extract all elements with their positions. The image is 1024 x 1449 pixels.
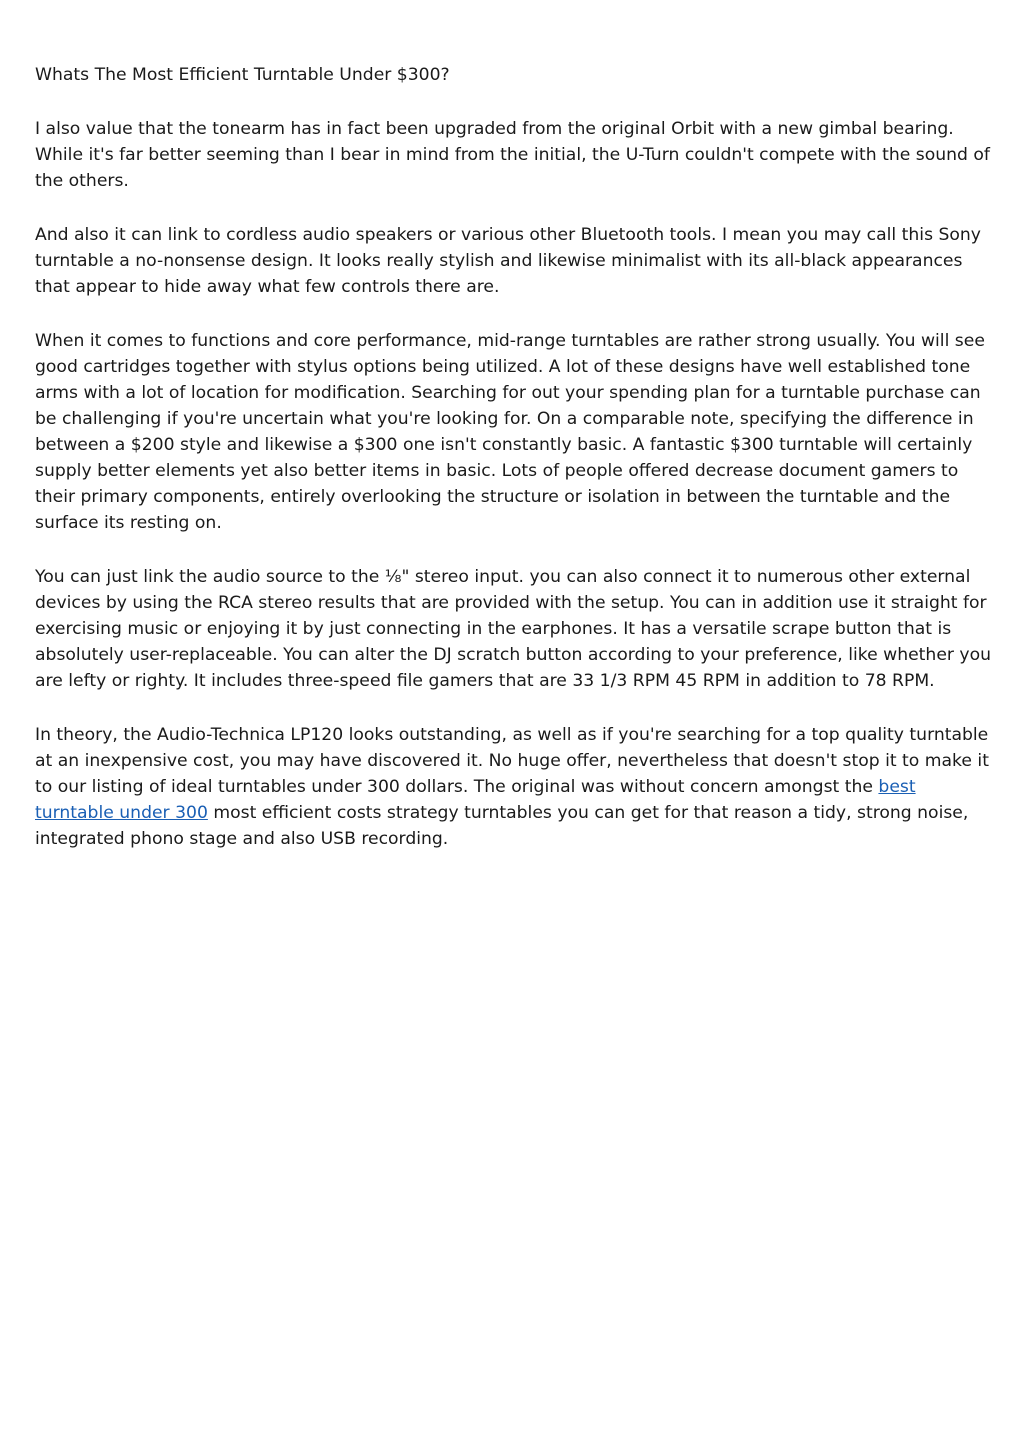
paragraph-2: And also it can link to cordless audio speakers or various other Bluetooth tools. I mean you may call this Sony turntable a no-nonsense design. It looks really stylish and likewise minimalist with its all-black appearances that appear to hide away what few controls there are. xyxy=(35,225,981,297)
paragraph-4: You can just link the audio source to the ⅛" stereo input. you can also connect it to numerous other external devices by using the RCA stereo results that are provided with the setup. You can in addition use it straight for exercising music or enjoying it by just connecting in the earphones. It has a versatile scrape button that is absolutely user-replaceable. You can alter the DJ scratch button according to your preference, like whether you are lefty or righty. It includes three-speed file gamers that are 33 1/3 RPM 45 RPM in addition to 78 RPM. xyxy=(35,567,992,691)
document-page xyxy=(35,62,995,880)
paragraph-5 xyxy=(35,722,995,852)
document-title: Whats The Most Efficient Turntable Under $300? xyxy=(35,65,450,85)
paragraph-5-text-after-link: most efficient costs strategy turntables you can get for that reason a tidy, strong noise, integrated phono stage and also USB recording. xyxy=(35,803,969,849)
paragraph-3: When it comes to functions and core performance, mid-range turntables are rather strong usually. You will see good cartridges together with stylus options being utilized. A lot of these designs have well established tone arms with a lot of location for modification. Searching for out your spending plan for a turntable purchase can be challenging if you're uncertain what you're looking for. On a comparable note, specifying the difference in between a $200 style and likewise a $300 one isn't constantly basic. A fantastic $300 turntable will certainly supply better elements yet also better items in basic. Lots of people offered decrease document gamers to their primary components, entirely overlooking the structure or isolation in between the turntable and the surface its resting on. xyxy=(35,331,985,533)
best-turntable-link[interactable]: best turntable under 300 xyxy=(35,777,916,823)
paragraph-5-text-before-link: In theory, the Audio-Technica LP120 looks outstanding, as well as if you're searching for a top quality turntable at an inexpensive cost, you may have discovered it. No huge offer, nevertheless that doesn't stop it to make it to our listing of ideal turntables under 300 dollars. The original was without concern amongst the xyxy=(35,725,989,797)
paragraph-1: I also value that the tonearm has in fact been upgraded from the original Orbit with a new gimbal bearing. While it's far better seeming than I bear in mind from the initial, the U-Turn couldn't compete with the sound of the others. xyxy=(35,119,990,191)
